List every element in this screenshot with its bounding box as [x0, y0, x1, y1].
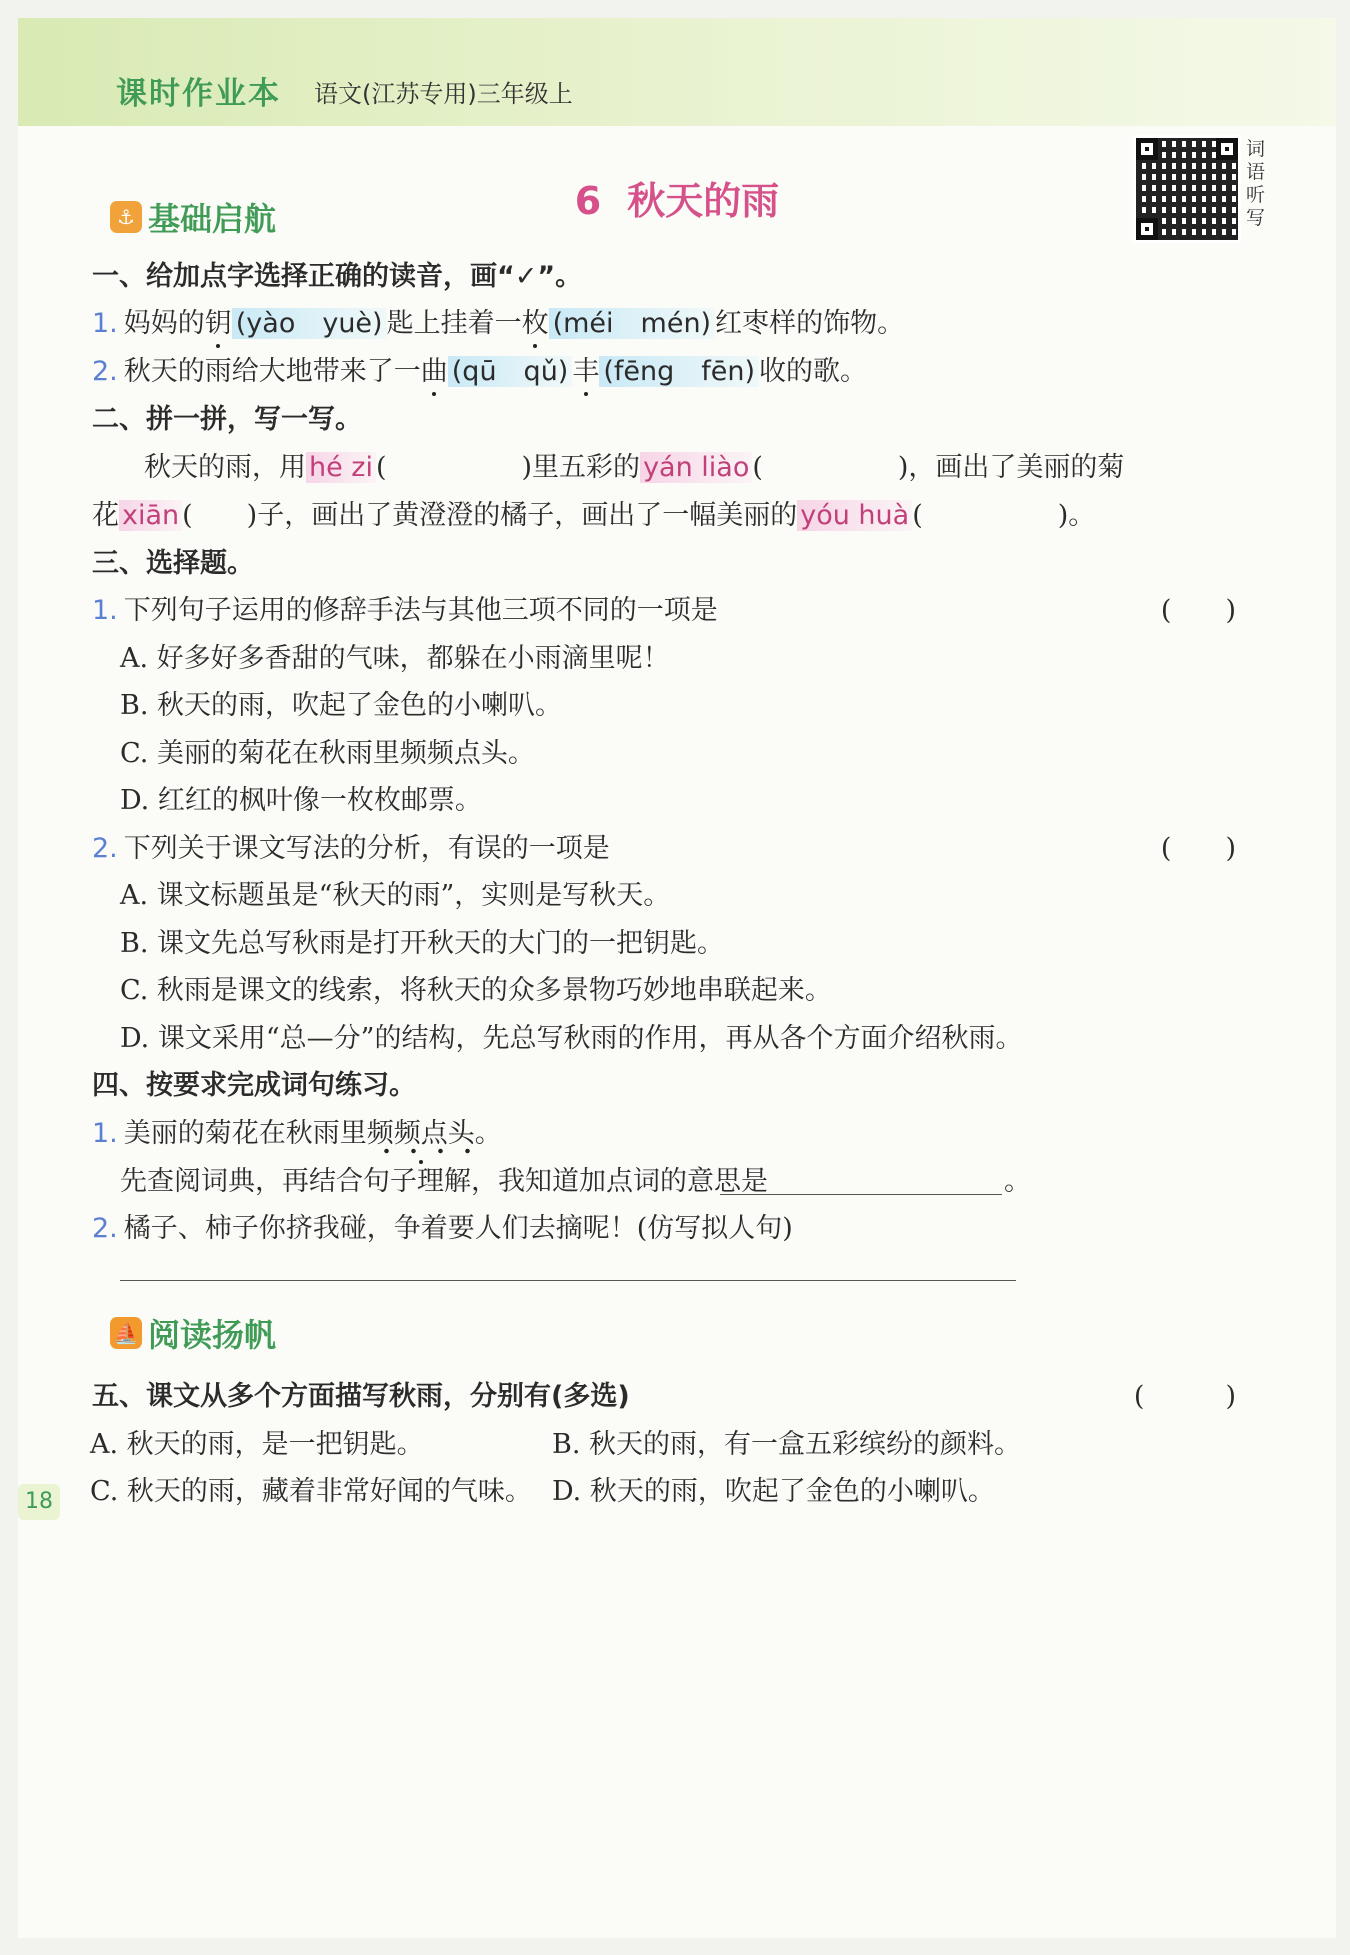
- q4-item-1: 1. 美丽的菊花在秋雨里频频点头。: [92, 1111, 502, 1150]
- answer-blank[interactable]: ( )，画出了美丽的菊: [752, 452, 1125, 483]
- option-d[interactable]: D. 秋天的雨，吹起了金色的小喇叭。: [552, 1476, 995, 1507]
- q3-heading: 三、选择题。: [92, 548, 254, 579]
- option-b[interactable]: B. 课文先总写秋雨是打开秋天的大门的一把钥匙。: [120, 928, 725, 959]
- option-c[interactable]: C. 秋雨是课文的线索，将秋天的众多景物巧妙地串联起来。: [120, 975, 832, 1006]
- q2-line-2: 花 xiān ( )子，画出了黄澄澄的橘子，画出了一幅美丽的 yóu huà ( )。: [92, 500, 1096, 531]
- section-reading-heading: [110, 1310, 276, 1356]
- q4-heading: 四、按要求完成词句练习。: [92, 1070, 416, 1101]
- option-b[interactable]: B. 秋天的雨，吹起了金色的小喇叭。: [120, 690, 563, 721]
- q1-heading: 一、给加点字选择正确的读音，画“✓”。: [92, 261, 583, 292]
- pinyin-prompt: xiān: [119, 500, 182, 531]
- q2-heading: 二、拼一拼，写一写。: [92, 404, 362, 435]
- pinyin-prompt: yán liào: [640, 452, 752, 483]
- pinyin-choice[interactable]: (fēng fēn): [599, 356, 759, 387]
- page-number: 18: [18, 1484, 60, 1520]
- option-a[interactable]: A. 秋天的雨，是一把钥匙。: [90, 1429, 424, 1460]
- answer-paren[interactable]: ( ): [1160, 833, 1236, 864]
- option-c[interactable]: C. 美丽的菊花在秋雨里频频点头。: [120, 738, 535, 769]
- answer-paren[interactable]: ( ): [1160, 595, 1236, 626]
- q2-line-1: 秋天的雨，用 hé zi ( )里五彩的 yán liào ( )，画出了美丽的菊: [144, 452, 1125, 483]
- brand-title: 课时作业本: [116, 76, 281, 112]
- answer-paren[interactable]: ( ): [1133, 1381, 1236, 1412]
- pinyin-prompt: yóu huà: [797, 500, 912, 531]
- q4-end-period: 。: [1004, 1166, 1031, 1197]
- answer-blank[interactable]: ( )里五彩的: [375, 452, 641, 483]
- section-basic-title: 基础启航: [148, 200, 277, 238]
- option-a[interactable]: A. 课文标题虽是“秋天的雨”，实则是写秋天。: [120, 880, 671, 911]
- pinyin-choice[interactable]: (qū qǔ): [448, 356, 573, 387]
- dotted-char: 曲: [420, 356, 448, 387]
- dotted-char: 钥: [204, 308, 232, 339]
- book-subtitle: 语文(江苏专用)三年级上: [314, 80, 573, 108]
- q4-item-2: 2. 橘子、柿子你挤我碰，争着要人们去摘呢！(仿写拟人句): [92, 1213, 793, 1244]
- answer-blank[interactable]: ( )子，画出了黄澄澄的橘子，画出了一幅美丽的: [182, 500, 798, 531]
- option-d[interactable]: D. 课文采用“总—分”的结构，先总写秋雨的作用，再从各个方面介绍秋雨。: [120, 1023, 1023, 1054]
- section-reading-title: 阅读扬帆: [148, 1316, 277, 1354]
- pinyin-prompt: hé zi: [306, 452, 376, 483]
- section-basic-heading: [110, 194, 276, 240]
- workbook-page: [18, 18, 1336, 1938]
- q3-item-1: 1. 下列句子运用的修辞手法与其他三项不同的一项是: [92, 595, 718, 626]
- sail-icon: ⛵: [110, 1317, 142, 1349]
- dotted-char: 丰: [572, 356, 600, 387]
- option-a[interactable]: A. 好多好多香甜的气味，都躲在小雨滴里呢！: [120, 643, 670, 674]
- pinyin-choice[interactable]: (méi mén): [549, 308, 716, 339]
- pinyin-choice[interactable]: (yào yuè): [232, 308, 387, 339]
- option-c[interactable]: C. 秋天的雨，藏着非常好闻的气味。: [90, 1476, 532, 1507]
- q1-item-2: 2. 秋天的雨给大地带来了一曲 (qū qǔ) 丰 (fēng fēn) 收的歌。: [92, 356, 868, 387]
- dotted-word: 频频点头: [367, 1118, 475, 1155]
- qr-label: 词语听写: [1246, 138, 1266, 229]
- lesson-name: 秋天的雨: [627, 179, 780, 223]
- q3-item-2: 2. 下列关于课文写法的分析，有误的一项是: [92, 833, 610, 864]
- dotted-char: 枚: [521, 308, 549, 339]
- qr-code-icon[interactable]: [1136, 138, 1238, 240]
- option-d[interactable]: D. 红红的枫叶像一枚枚邮票。: [120, 785, 482, 816]
- q4-item-1-sub: 先查阅词典，再结合句子理解，我知道加点词的意思是: [120, 1166, 768, 1197]
- answer-line[interactable]: [720, 1194, 1002, 1195]
- q1-item-1: 1. 妈妈的钥 (yào yuè) 匙上挂着一枚 (méi mén) 红枣样的饰物。: [92, 308, 905, 339]
- lesson-number: 6: [574, 179, 602, 223]
- answer-blank[interactable]: ( )。: [912, 500, 1096, 531]
- anchor-icon: ⚓: [110, 201, 142, 233]
- option-b[interactable]: B. 秋天的雨，有一盒五彩缤纷的颜料。: [552, 1429, 1022, 1460]
- q5-heading: 五、课文从多个方面描写秋雨，分别有(多选): [92, 1381, 630, 1412]
- answer-line[interactable]: [120, 1280, 1016, 1281]
